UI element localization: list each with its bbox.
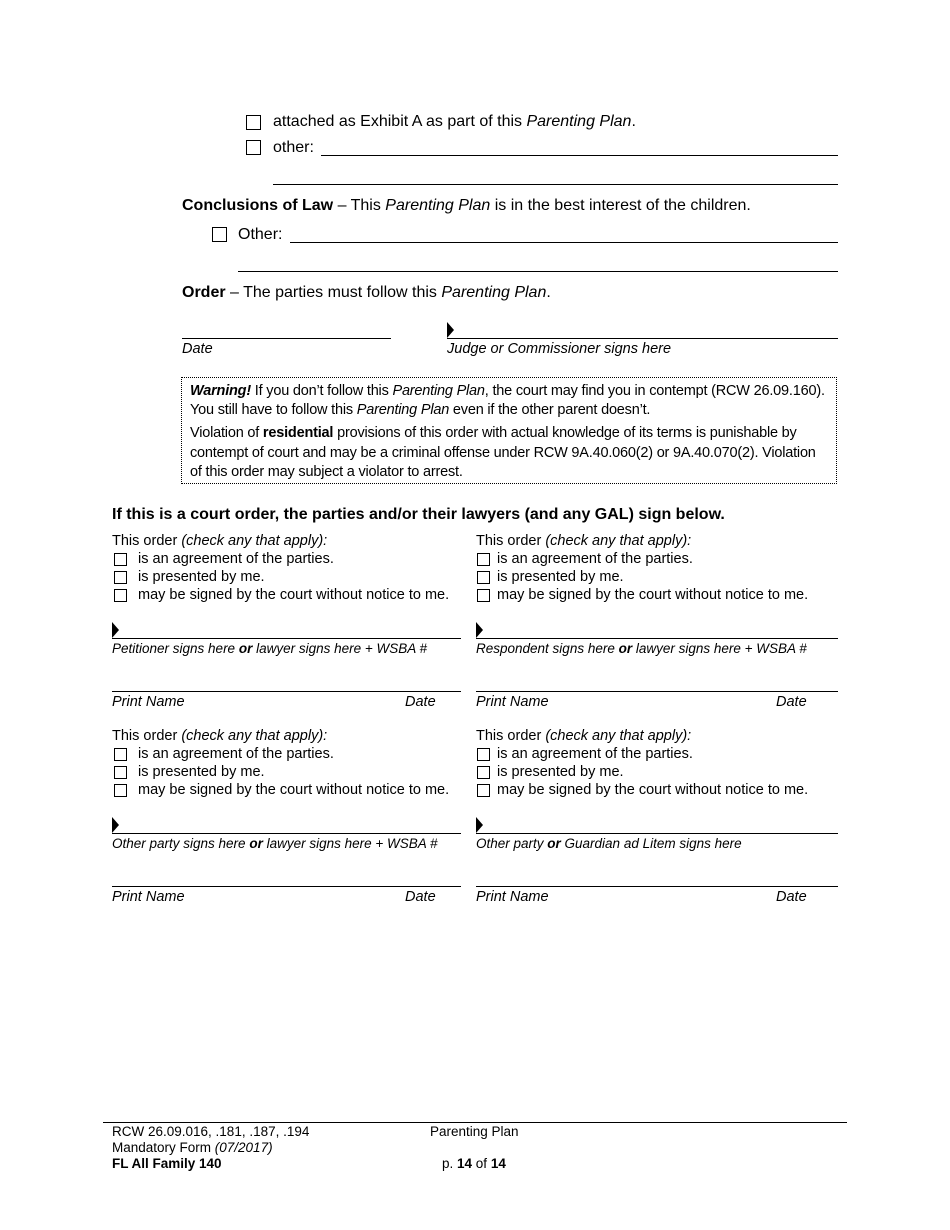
other-party-presented-label: is presented by me. bbox=[138, 764, 265, 780]
gal-print-name-line[interactable] bbox=[476, 886, 838, 887]
warning-line-3: Violation of residential provisions of this order with actual knowledge of its terms is punishable by bbox=[190, 425, 797, 441]
warning-line-5: of this order may subject a violator to arrest. bbox=[190, 464, 463, 480]
petitioner-signature-label: Petitioner signs here or lawyer signs here + WSBA # bbox=[112, 641, 428, 656]
other-party-print-name-label: Print Name bbox=[112, 889, 185, 905]
gal-agreement-checkbox[interactable] bbox=[477, 748, 490, 761]
conclusions-of-law: Conclusions of Law – This Parenting Plan is in the best interest of the children. bbox=[182, 197, 751, 214]
petitioner-presented-checkbox[interactable] bbox=[114, 571, 127, 584]
warning-line-1: Warning! If you don’t follow this Parenting Plan, the court may find you in contempt (RCW 26.09.160). bbox=[190, 383, 825, 399]
conclusions-other-checkbox[interactable] bbox=[212, 227, 227, 242]
gal-signature-line[interactable] bbox=[476, 833, 838, 834]
other-party-date-label: Date bbox=[405, 889, 436, 905]
gal-no-notice-label: may be signed by the court without notice to me. bbox=[497, 782, 809, 798]
other-option-line-2[interactable] bbox=[273, 184, 838, 185]
warning-line-2: You still have to follow this Parenting Plan even if the other parent doesn’t. bbox=[190, 402, 651, 418]
petitioner-print-name-label: Print Name bbox=[112, 694, 185, 710]
other-party-presented-checkbox[interactable] bbox=[114, 766, 127, 779]
other-option-label: other: bbox=[273, 139, 314, 156]
gal-signature-label: Other party or Guardian ad Litem signs here bbox=[476, 836, 742, 851]
respondent-signature-line[interactable] bbox=[476, 638, 838, 639]
petitioner-no-notice-label: may be signed by the court without notice to me. bbox=[138, 587, 450, 603]
gal-no-notice-checkbox[interactable] bbox=[477, 784, 490, 797]
other-party-no-notice-label: may be signed by the court without notice to me. bbox=[138, 782, 450, 798]
other-party-agreement-checkbox[interactable] bbox=[114, 748, 127, 761]
gal-agreement-label: is an agreement of the parties. bbox=[497, 746, 693, 762]
footer-title: Parenting Plan bbox=[430, 1124, 519, 1139]
gal-date-label: Date bbox=[776, 889, 807, 905]
footer-form-id: FL All Family 140 bbox=[112, 1156, 222, 1171]
gal-sign-marker-icon bbox=[476, 817, 483, 833]
respondent-no-notice-checkbox[interactable] bbox=[477, 589, 490, 602]
petitioner-presented-label: is presented by me. bbox=[138, 569, 265, 585]
petitioner-agreement-label: is an agreement of the parties. bbox=[138, 551, 334, 567]
footer-page-number: p. 14 of 14 bbox=[442, 1156, 506, 1171]
footer-divider bbox=[103, 1122, 847, 1123]
other-option-checkbox[interactable] bbox=[246, 140, 261, 155]
other-party-print-name-line[interactable] bbox=[112, 886, 461, 887]
conclusions-other-line-1[interactable] bbox=[290, 242, 838, 243]
gal-presented-checkbox[interactable] bbox=[477, 766, 490, 779]
gal-order-intro: This order (check any that apply): bbox=[476, 728, 692, 744]
other-party-agreement-label: is an agreement of the parties. bbox=[138, 746, 334, 762]
respondent-agreement-label: is an agreement of the parties. bbox=[497, 551, 693, 567]
judge-signature-label: Judge or Commissioner signs here bbox=[447, 341, 672, 357]
other-party-no-notice-checkbox[interactable] bbox=[114, 784, 127, 797]
sign-here-marker-icon bbox=[447, 322, 454, 338]
petitioner-agreement-checkbox[interactable] bbox=[114, 553, 127, 566]
petitioner-sign-marker-icon bbox=[112, 622, 119, 638]
respondent-print-name-label: Print Name bbox=[476, 694, 549, 710]
sign-below-heading: If this is a court order, the parties and/or their lawyers (and any GAL) sign below. bbox=[112, 506, 725, 523]
gal-print-name-label: Print Name bbox=[476, 889, 549, 905]
respondent-presented-label: is presented by me. bbox=[497, 569, 624, 585]
footer-mandatory-form: Mandatory Form (07/2017) bbox=[112, 1140, 273, 1155]
other-party-sign-marker-icon bbox=[112, 817, 119, 833]
gal-presented-label: is presented by me. bbox=[497, 764, 624, 780]
other-party-signature-label: Other party signs here or lawyer signs here + WSBA # bbox=[112, 836, 438, 851]
other-party-signature-line[interactable] bbox=[112, 833, 461, 834]
exhibit-a-checkbox[interactable] bbox=[246, 115, 261, 130]
respondent-sign-marker-icon bbox=[476, 622, 483, 638]
petitioner-signature-line[interactable] bbox=[112, 638, 461, 639]
petitioner-no-notice-checkbox[interactable] bbox=[114, 589, 127, 602]
judge-signature-line[interactable] bbox=[447, 338, 838, 339]
respondent-no-notice-label: may be signed by the court without notice to me. bbox=[497, 587, 809, 603]
other-option-line-1[interactable] bbox=[321, 155, 838, 156]
exhibit-a-label: attached as Exhibit A as part of this Parenting Plan. bbox=[273, 113, 636, 130]
respondent-order-intro: This order (check any that apply): bbox=[476, 533, 692, 549]
conclusions-other-label: Other: bbox=[238, 226, 283, 243]
respondent-print-name-line[interactable] bbox=[476, 691, 838, 692]
order-date-label: Date bbox=[182, 341, 213, 357]
respondent-agreement-checkbox[interactable] bbox=[477, 553, 490, 566]
order-statement: Order – The parties must follow this Parenting Plan. bbox=[182, 284, 551, 301]
respondent-presented-checkbox[interactable] bbox=[477, 571, 490, 584]
order-date-line[interactable] bbox=[182, 338, 391, 339]
respondent-date-label: Date bbox=[776, 694, 807, 710]
other-party-order-intro: This order (check any that apply): bbox=[112, 728, 328, 744]
conclusions-other-line-2[interactable] bbox=[238, 271, 838, 272]
footer-rcw: RCW 26.09.016, .181, .187, .194 bbox=[112, 1124, 310, 1139]
petitioner-order-intro: This order (check any that apply): bbox=[112, 533, 328, 549]
petitioner-print-name-line[interactable] bbox=[112, 691, 461, 692]
respondent-signature-label: Respondent signs here or lawyer signs here + WSBA # bbox=[476, 641, 807, 656]
warning-line-4: contempt of court and may be a criminal offense under RCW 9A.40.060(2) or 9A.40.070(2). Violation bbox=[190, 445, 816, 461]
petitioner-date-label: Date bbox=[405, 694, 436, 710]
